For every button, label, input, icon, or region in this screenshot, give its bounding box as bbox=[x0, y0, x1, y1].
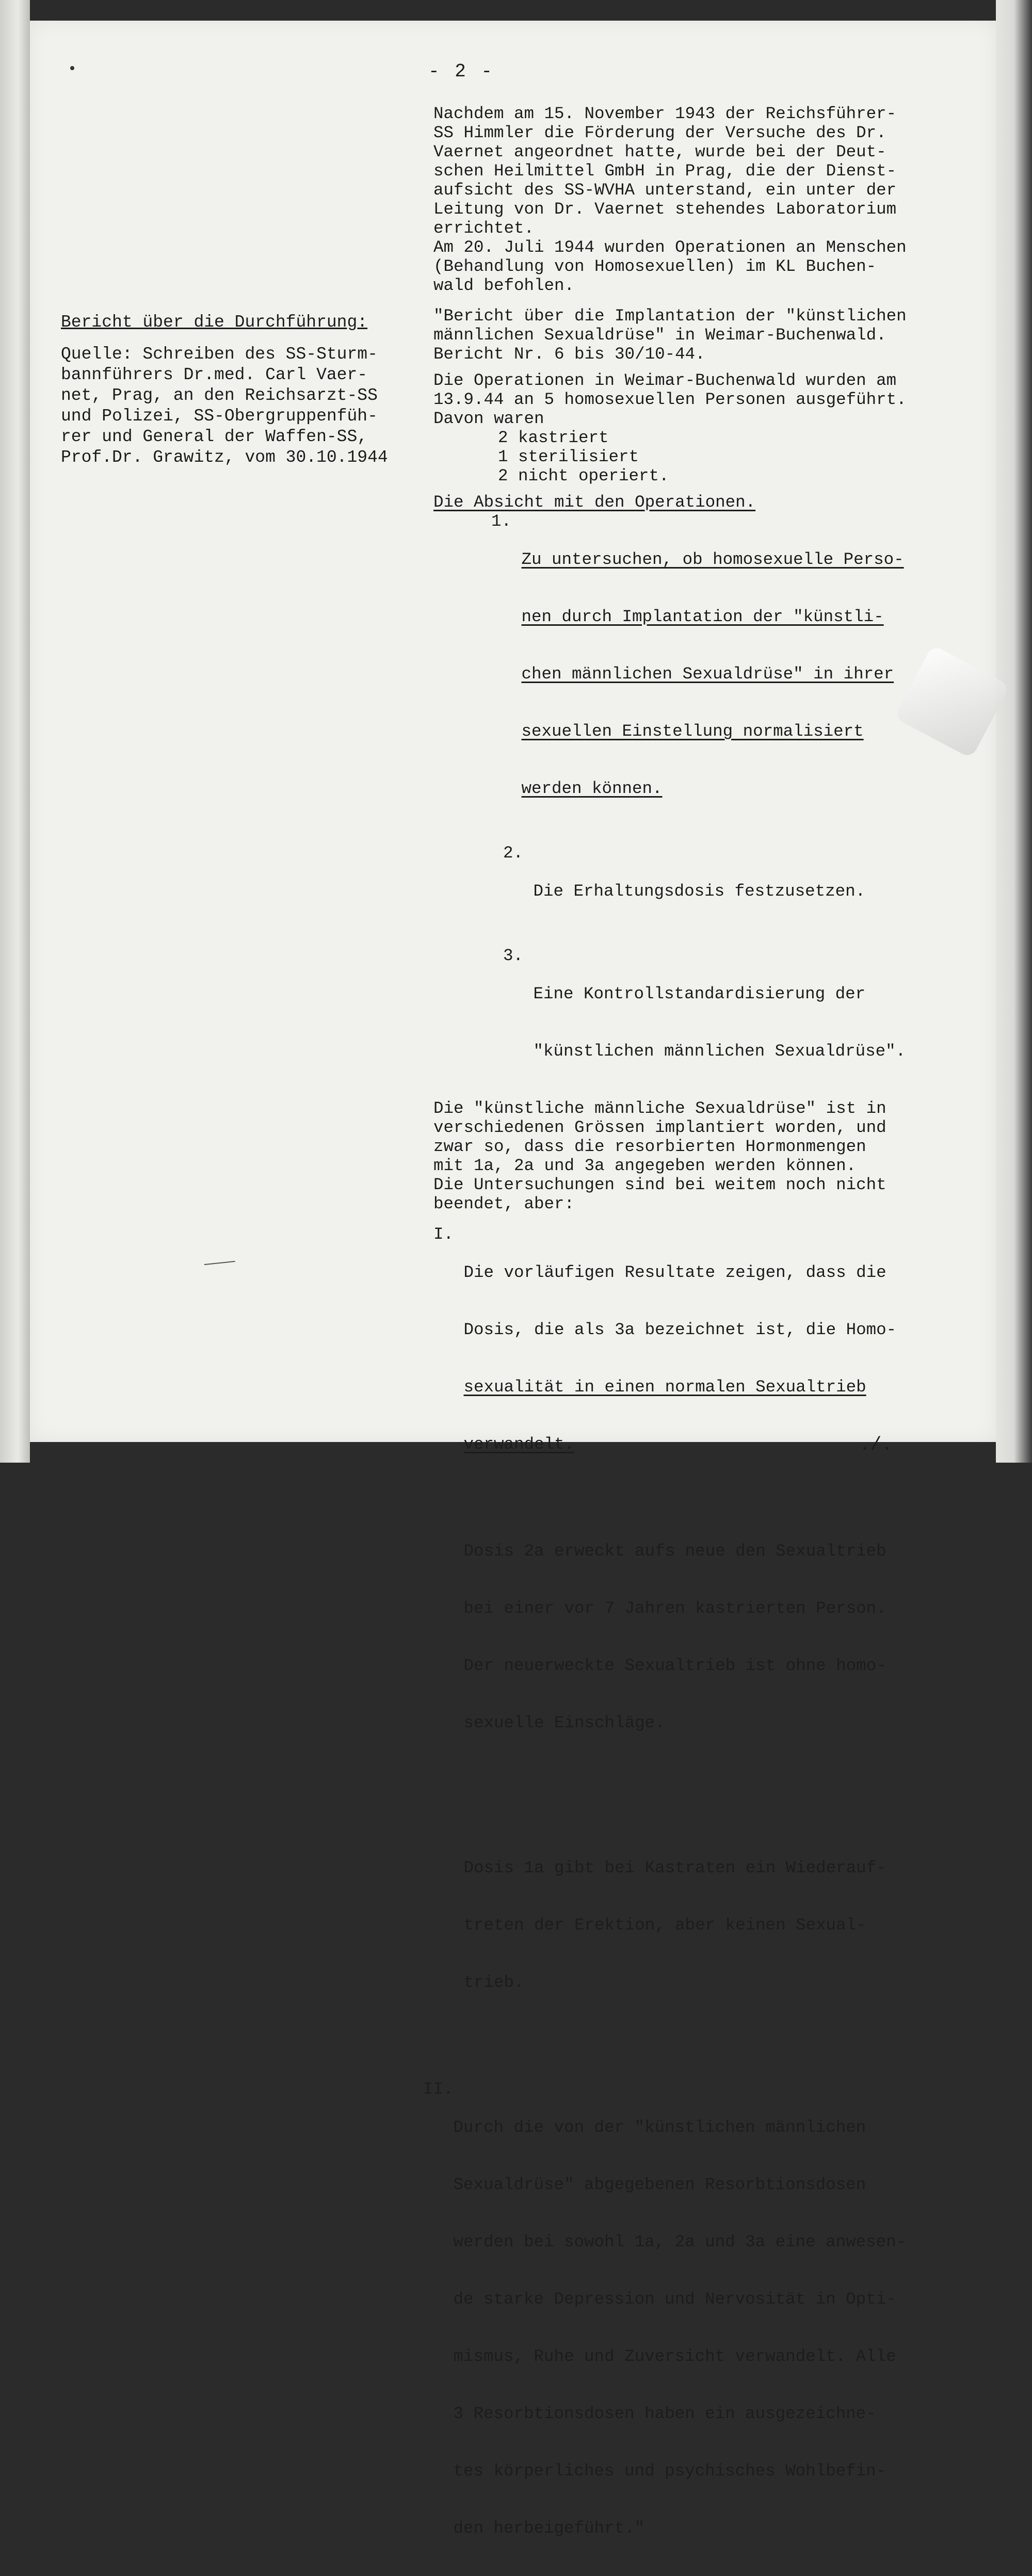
punch-mark bbox=[70, 66, 74, 70]
source-line: net, Prag, an den Reichsarzt-SS bbox=[61, 386, 378, 405]
text-line: Bericht Nr. 6 bis 30/10-44. bbox=[433, 345, 705, 364]
report-title bbox=[433, 306, 965, 364]
text-line: Die Erhaltungsdosis festzusetzen. bbox=[533, 882, 866, 901]
text-line: Durch die von der "künstlichen männlichen bbox=[453, 2118, 866, 2137]
text-line: männlichen Sexualdrüse" in Weimar-Buchenwald. bbox=[433, 326, 886, 345]
text-line: mit 1a, 2a und 3a angegeben werden können. bbox=[433, 1156, 857, 1175]
text-line: chen männlichen Sexualdrüse" in ihrer bbox=[521, 665, 894, 684]
text-line: Eine Kontrollstandardisierung der bbox=[533, 984, 866, 1003]
result-section-1 bbox=[433, 1225, 965, 2068]
text-line: sexuellen Einstellung normalisiert bbox=[521, 722, 864, 741]
page-stack-edge bbox=[996, 0, 1032, 1463]
text-line: "künstlichen männlichen Sexualdrüse". bbox=[533, 1042, 906, 1061]
main-column bbox=[423, 104, 965, 2576]
text-line: Die Untersuchungen sind bei weitem noch nicht bbox=[433, 1175, 886, 1194]
intent-item bbox=[433, 946, 965, 1099]
count-line: 2 nicht operiert. bbox=[498, 466, 669, 485]
text-line: Dosis 2a erweckt aufs neue den Sexualtrieb bbox=[463, 1542, 886, 1561]
text-line: den herbeigeführt." bbox=[453, 2519, 645, 2538]
text-line: trieb. bbox=[463, 1973, 524, 1992]
text-line: Sexualdrüse" abgegebenen Resorbtionsdosen bbox=[453, 2175, 866, 2194]
text-line: treten der Erektion, aber keinen Sexual- bbox=[463, 1916, 866, 1935]
text-line: aufsicht des SS-WVHA unterstand, ein unter der bbox=[433, 181, 897, 200]
text-line: verwandelt. bbox=[463, 1435, 575, 1454]
text-line: (Behandlung von Homosexuellen) im KL Buchen- bbox=[433, 257, 877, 276]
source-line: rer und General der Waffen-SS, bbox=[61, 427, 368, 446]
text-line: beendet, aber: bbox=[433, 1194, 575, 1213]
intent-item bbox=[433, 512, 965, 836]
text-line: SS Himmler die Förderung der Versuche des Dr. bbox=[433, 123, 886, 142]
text-line: 3 Resorbtionsdosen haben ein ausgezeichne- bbox=[453, 2404, 876, 2423]
text-line: Dosis 1a gibt bei Kastraten ein Wiederauf- bbox=[463, 1858, 886, 1877]
item-number: 1. bbox=[491, 512, 522, 531]
text-line: mismus, Ruhe und Zuversicht verwandelt. Alle bbox=[453, 2347, 896, 2366]
text-line: 13.9.44 an 5 homosexuellen Personen ausgeführt. bbox=[433, 390, 907, 409]
july-paragraph bbox=[433, 238, 965, 295]
text-line: Dosis, die als 3a bezeichnet ist, die Homo- bbox=[463, 1320, 897, 1339]
text-line: Nachdem am 15. November 1943 der Reichsführer- bbox=[433, 104, 897, 123]
continuation-mark: ./. bbox=[859, 1434, 893, 1455]
text-line: werden bei sowohl 1a, 2a und 3a eine anwesen- bbox=[453, 2232, 907, 2251]
left-column bbox=[61, 312, 401, 468]
text-line: errichtet. bbox=[433, 219, 535, 238]
text-line: schen Heilmittel GmbH in Prag, die der Dienst- bbox=[433, 161, 897, 181]
source-line: Prof.Dr. Grawitz, vom 30.10.1944 bbox=[61, 448, 388, 467]
gland-paragraph bbox=[433, 1099, 965, 1213]
roman-numeral: I. bbox=[433, 1225, 464, 1244]
source-line: Quelle: Schreiben des SS-Sturm- bbox=[61, 345, 378, 364]
count-line: 1 sterilisiert bbox=[498, 447, 639, 466]
item-number: 3. bbox=[503, 946, 534, 965]
text-line: verschiedenen Grössen implantiert worden, und bbox=[433, 1118, 886, 1137]
intent-section bbox=[433, 493, 965, 1099]
text-line: Der neuerweckte Sexualtrieb ist ohne homo- bbox=[463, 1656, 886, 1675]
roman-numeral: II. bbox=[423, 2080, 454, 2099]
item-number: 2. bbox=[503, 844, 534, 863]
count-line: 2 kastriert bbox=[498, 428, 609, 447]
text-line: Leitung von Dr. Vaernet stehendes Laboratorium bbox=[433, 200, 897, 219]
intent-item bbox=[433, 844, 965, 939]
text-line: Die vorläufigen Resultate zeigen, dass die bbox=[463, 1263, 886, 1282]
text-line: zwar so, dass die resorbierten Hormonmengen bbox=[433, 1137, 866, 1156]
text-line: bei einer vor 7 Jahren kastrierten Person. bbox=[463, 1599, 886, 1618]
text-line: de starke Depression und Nervosität in Opti- bbox=[453, 2290, 896, 2309]
text-line: Die "künstliche männliche Sexualdrüse" ist in bbox=[433, 1099, 886, 1118]
left-heading: Bericht über die Durchführung: bbox=[61, 313, 368, 332]
source-line: bannführers Dr.med. Carl Vaer- bbox=[61, 365, 368, 384]
page-number: - 2 - bbox=[428, 61, 495, 82]
text-line: Die Operationen in Weimar-Buchenwald wurden am bbox=[433, 371, 897, 390]
text-line: wald befohlen. bbox=[433, 276, 575, 295]
text-line: Zu untersuchen, ob homosexuelle Perso- bbox=[521, 550, 904, 569]
intro-paragraph bbox=[433, 104, 965, 238]
source-line: und Polizei, SS-Obergruppenfüh- bbox=[61, 407, 378, 426]
text-line: Am 20. Juli 1944 wurden Operationen an Menschen bbox=[433, 238, 907, 257]
text-line: werden können. bbox=[521, 779, 663, 798]
text-line: "Bericht über die Implantation der "künstlichen bbox=[433, 306, 907, 326]
intent-heading: Die Absicht mit den Operationen. bbox=[433, 493, 756, 512]
text-line: sexuelle Einschläge. bbox=[463, 1713, 665, 1732]
result-section-2 bbox=[423, 2080, 965, 2576]
text-line: sexualität in einen normalen Sexualtrieb bbox=[463, 1378, 866, 1397]
text-line: tes körperliches und psychisches Wohlbefin- bbox=[453, 2461, 886, 2481]
text-line: nen durch Implantation der "künstli- bbox=[521, 607, 884, 626]
text-line: Davon waren bbox=[433, 409, 544, 428]
text-line: Vaernet angeordnet hatte, wurde bei der Deut- bbox=[433, 142, 886, 161]
operation-counts bbox=[433, 428, 965, 485]
operations-paragraph bbox=[433, 371, 965, 428]
binder-edge bbox=[0, 0, 30, 1463]
